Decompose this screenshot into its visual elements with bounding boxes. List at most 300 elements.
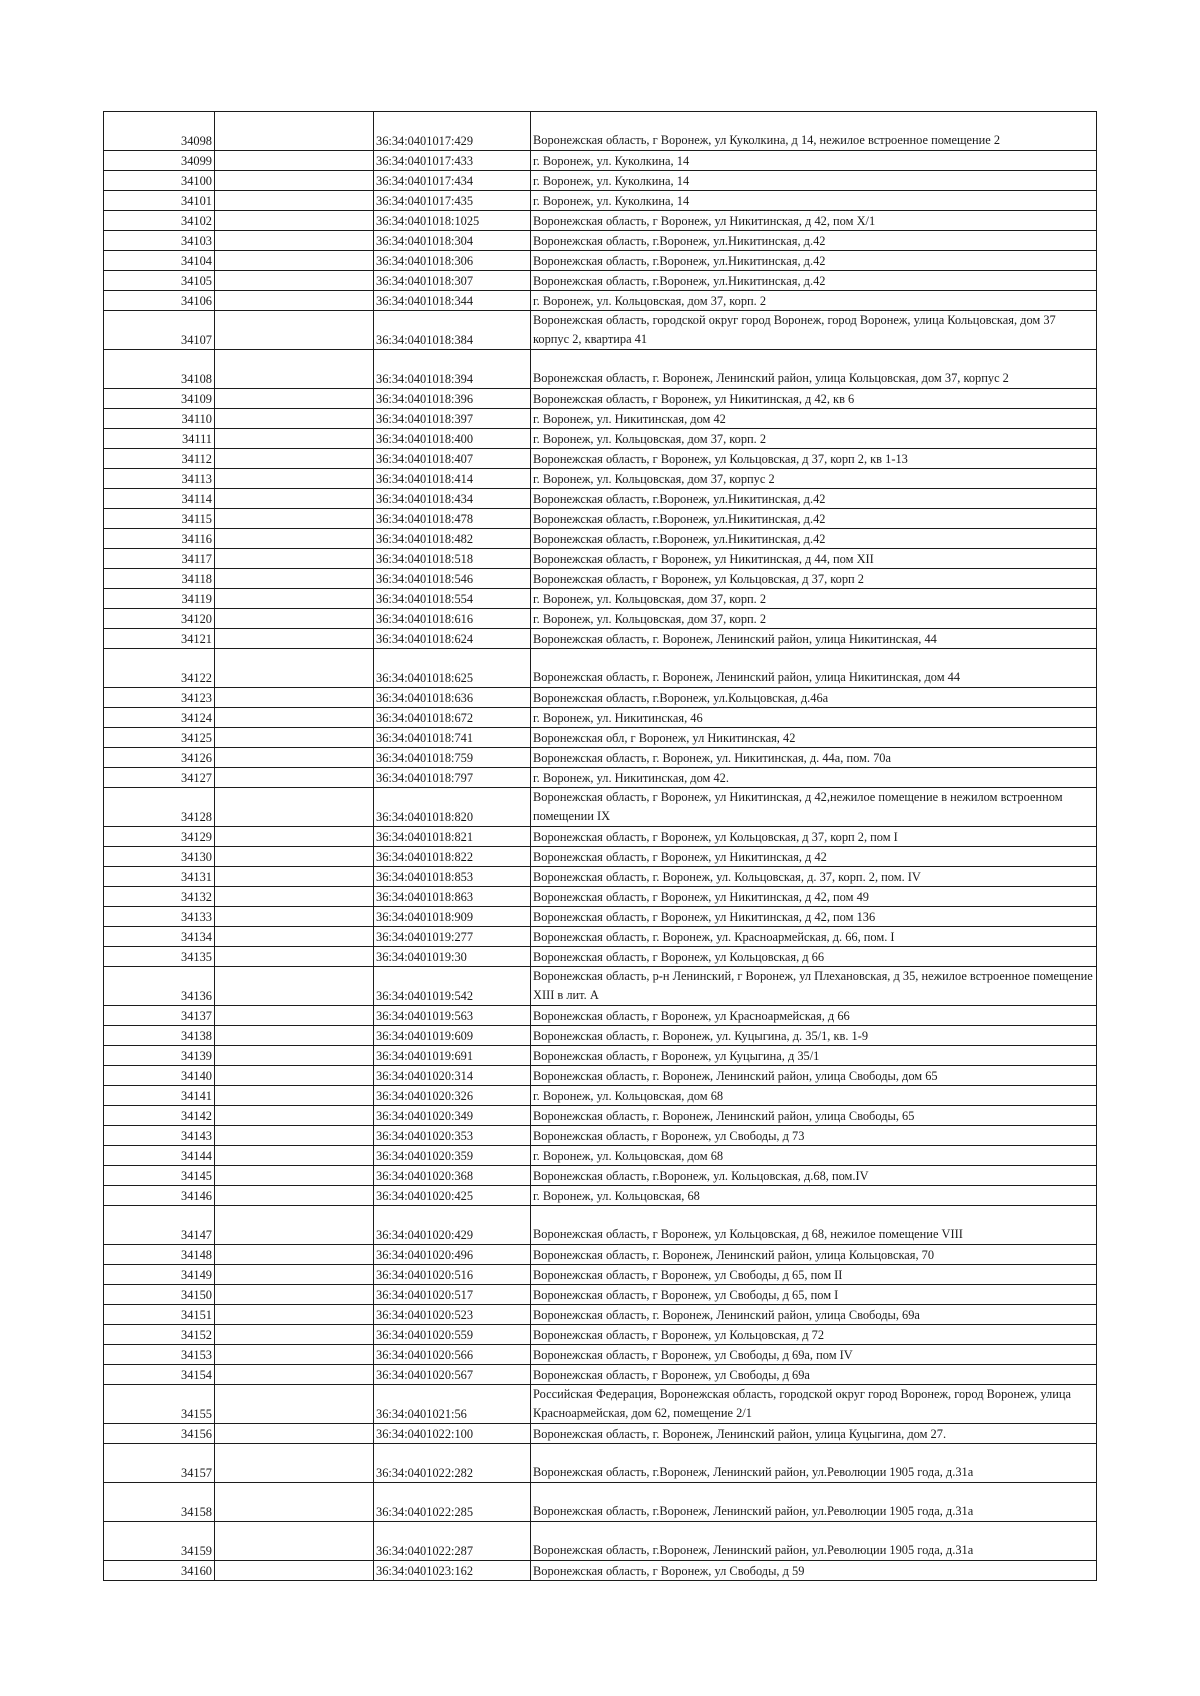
row-number-cell: 34138 <box>104 1026 215 1046</box>
table-row <box>104 1444 1097 1483</box>
address-cell: Воронежская область, г.Воронеж, Ленинский район, ул.Революции 1905 года, д.31а <box>531 1444 1097 1483</box>
registry-table-body <box>104 112 1097 1581</box>
cadastral-number-cell: 36:34:0401020:314 <box>374 1066 531 1086</box>
cadastral-number-cell: 36:34:0401017:434 <box>374 171 531 191</box>
empty-cell <box>215 529 374 549</box>
cadastral-number-cell: 36:34:0401018:306 <box>374 251 531 271</box>
cadastral-number-cell: 36:34:0401018:397 <box>374 409 531 429</box>
address-cell: Воронежская область, г. Воронеж, Ленинский район, улица Куцыгина, дом 27. <box>531 1424 1097 1444</box>
cadastral-number-cell: 36:34:0401020:567 <box>374 1365 531 1385</box>
table-row <box>104 827 1097 847</box>
address-cell: Воронежская область, г.Воронеж, ул. Кольцовская, д.68, пом.IV <box>531 1166 1097 1186</box>
row-number-cell: 34148 <box>104 1245 215 1265</box>
address-cell: г. Воронеж, ул. Никитинская, дом 42 <box>531 409 1097 429</box>
empty-cell <box>215 231 374 251</box>
empty-cell <box>215 1345 374 1365</box>
table-row <box>104 629 1097 649</box>
cadastral-number-cell: 36:34:0401021:56 <box>374 1385 531 1424</box>
cadastral-number-cell: 36:34:0401018:759 <box>374 748 531 768</box>
cadastral-number-cell: 36:34:0401017:433 <box>374 151 531 171</box>
cadastral-number-cell: 36:34:0401018:407 <box>374 449 531 469</box>
address-cell: Воронежская область, г. Воронеж, ул. Никитинская, д. 44а, пом. 70а <box>531 748 1097 768</box>
row-number-cell: 34139 <box>104 1046 215 1066</box>
empty-cell <box>215 1483 374 1522</box>
table-row <box>104 1126 1097 1146</box>
cadastral-number-cell: 36:34:0401018:518 <box>374 549 531 569</box>
table-row <box>104 1206 1097 1245</box>
address-cell: г. Воронеж, ул. Кольцовская, дом 37, корп. 2 <box>531 589 1097 609</box>
row-number-cell: 34153 <box>104 1345 215 1365</box>
empty-cell <box>215 1285 374 1305</box>
address-cell: Воронежская область, г Воронеж, ул Никитинская, д 42, пом 136 <box>531 907 1097 927</box>
empty-cell <box>215 1385 374 1424</box>
row-number-cell: 34145 <box>104 1166 215 1186</box>
address-cell: Воронежская область, г.Воронеж, ул.Кольцовская, д.46а <box>531 688 1097 708</box>
empty-cell <box>215 1265 374 1285</box>
cadastral-number-cell: 36:34:0401020:559 <box>374 1325 531 1345</box>
empty-cell <box>215 171 374 191</box>
cadastral-number-cell: 36:34:0401017:435 <box>374 191 531 211</box>
empty-cell <box>215 1026 374 1046</box>
address-cell: г. Воронеж, ул. Кольцовская, дом 68 <box>531 1086 1097 1106</box>
row-number-cell: 34127 <box>104 768 215 788</box>
address-cell: Воронежская область, г Воронеж, ул Свободы, д 65, пом I <box>531 1285 1097 1305</box>
address-cell: Воронежская область, г Воронеж, ул Никитинская, д 42, пом X/1 <box>531 211 1097 231</box>
empty-cell <box>215 748 374 768</box>
cadastral-number-cell: 36:34:0401017:429 <box>374 112 531 151</box>
cadastral-number-cell: 36:34:0401018:672 <box>374 708 531 728</box>
row-number-cell: 34159 <box>104 1522 215 1561</box>
empty-cell <box>215 112 374 151</box>
table-row <box>104 1325 1097 1345</box>
table-row <box>104 1066 1097 1086</box>
table-row <box>104 907 1097 927</box>
row-number-cell: 34119 <box>104 589 215 609</box>
empty-cell <box>215 768 374 788</box>
table-row <box>104 1026 1097 1046</box>
table-row <box>104 1146 1097 1166</box>
empty-cell <box>215 211 374 231</box>
address-cell: Воронежская область, г Воронеж, ул Никитинская, д 44, пом XII <box>531 549 1097 569</box>
cadastral-number-cell: 36:34:0401018:384 <box>374 311 531 350</box>
table-row <box>104 429 1097 449</box>
address-cell: Воронежская область, г. Воронеж, Ленинский район, улица Свободы, 65 <box>531 1106 1097 1126</box>
empty-cell <box>215 589 374 609</box>
row-number-cell: 34120 <box>104 609 215 629</box>
table-row <box>104 1086 1097 1106</box>
address-cell: Воронежская область, г Воронеж, ул Кольцовская, д 66 <box>531 947 1097 967</box>
table-row <box>104 569 1097 589</box>
address-cell: Воронежская область, р-н Ленинский, г Воронеж, ул Плехановская, д 35, нежилое встроенное помещение XIII в лит. А <box>531 967 1097 1006</box>
cadastral-number-cell: 36:34:0401018:434 <box>374 489 531 509</box>
table-row <box>104 291 1097 311</box>
row-number-cell: 34147 <box>104 1206 215 1245</box>
row-number-cell: 34155 <box>104 1385 215 1424</box>
table-row <box>104 489 1097 509</box>
row-number-cell: 34144 <box>104 1146 215 1166</box>
cadastral-number-cell: 36:34:0401020:368 <box>374 1166 531 1186</box>
cadastral-number-cell: 36:34:0401020:517 <box>374 1285 531 1305</box>
address-cell: Воронежская область, г.Воронеж, Ленинский район, ул.Революции 1905 года, д.31а <box>531 1522 1097 1561</box>
cadastral-number-cell: 36:34:0401020:425 <box>374 1186 531 1206</box>
row-number-cell: 34135 <box>104 947 215 967</box>
address-cell: Воронежская область, г.Воронеж, Ленинский район, ул.Революции 1905 года, д.31а <box>531 1483 1097 1522</box>
empty-cell <box>215 887 374 907</box>
address-cell: Воронежская область, г. Воронеж, Ленинский район, улица Кольцовская, 70 <box>531 1245 1097 1265</box>
table-row <box>104 1385 1097 1424</box>
empty-cell <box>215 1245 374 1265</box>
cadastral-number-cell: 36:34:0401018:307 <box>374 271 531 291</box>
empty-cell <box>215 847 374 867</box>
address-cell: г. Воронеж, ул. Кольцовская, дом 37, корп. 2 <box>531 429 1097 449</box>
row-number-cell: 34123 <box>104 688 215 708</box>
address-cell: Воронежская область, г Воронеж, ул Кольцовская, д 37, корп 2, кв 1-13 <box>531 449 1097 469</box>
row-number-cell: 34101 <box>104 191 215 211</box>
row-number-cell: 34130 <box>104 847 215 867</box>
empty-cell <box>215 788 374 827</box>
row-number-cell: 34131 <box>104 867 215 887</box>
row-number-cell: 34154 <box>104 1365 215 1385</box>
row-number-cell: 34149 <box>104 1265 215 1285</box>
table-row <box>104 191 1097 211</box>
cadastral-number-cell: 36:34:0401020:359 <box>374 1146 531 1166</box>
empty-cell <box>215 1561 374 1581</box>
cadastral-number-cell: 36:34:0401018:304 <box>374 231 531 251</box>
row-number-cell: 34124 <box>104 708 215 728</box>
table-row <box>104 847 1097 867</box>
empty-cell <box>215 251 374 271</box>
cadastral-number-cell: 36:34:0401020:429 <box>374 1206 531 1245</box>
empty-cell <box>215 1522 374 1561</box>
empty-cell <box>215 291 374 311</box>
address-cell: Воронежская область, г Воронеж, ул Свободы, д 73 <box>531 1126 1097 1146</box>
table-row <box>104 549 1097 569</box>
row-number-cell: 34121 <box>104 629 215 649</box>
table-row <box>104 1265 1097 1285</box>
address-cell: Воронежская область, г.Воронеж, ул.Никитинская, д.42 <box>531 489 1097 509</box>
address-cell: Воронежская область, г.Воронеж, ул.Никитинская, д.42 <box>531 529 1097 549</box>
empty-cell <box>215 409 374 429</box>
table-row <box>104 867 1097 887</box>
address-cell: г. Воронеж, ул. Кольцовская, дом 37, корп. 2 <box>531 291 1097 311</box>
cadastral-number-cell: 36:34:0401022:100 <box>374 1424 531 1444</box>
address-cell: Воронежская область, г. Воронеж, Ленинский район, улица Свободы, 69а <box>531 1305 1097 1325</box>
empty-cell <box>215 271 374 291</box>
empty-cell <box>215 151 374 171</box>
row-number-cell: 34114 <box>104 489 215 509</box>
empty-cell <box>215 1046 374 1066</box>
table-row <box>104 1106 1097 1126</box>
table-row <box>104 251 1097 271</box>
row-number-cell: 34107 <box>104 311 215 350</box>
address-cell: Воронежская область, г Воронеж, ул Свободы, д 59 <box>531 1561 1097 1581</box>
cadastral-number-cell: 36:34:0401020:523 <box>374 1305 531 1325</box>
cadastral-number-cell: 36:34:0401018:414 <box>374 469 531 489</box>
empty-cell <box>215 1066 374 1086</box>
table-row <box>104 688 1097 708</box>
table-row <box>104 649 1097 688</box>
cadastral-number-cell: 36:34:0401019:277 <box>374 927 531 947</box>
row-number-cell: 34143 <box>104 1126 215 1146</box>
empty-cell <box>215 569 374 589</box>
table-row <box>104 589 1097 609</box>
address-cell: Воронежская область, г. Воронеж, Ленинский район, улица Кольцовская, дом 37, корпус 2 <box>531 350 1097 389</box>
empty-cell <box>215 629 374 649</box>
empty-cell <box>215 688 374 708</box>
table-row <box>104 211 1097 231</box>
table-row <box>104 311 1097 350</box>
empty-cell <box>215 1186 374 1206</box>
cadastral-number-cell: 36:34:0401020:496 <box>374 1245 531 1265</box>
address-cell: г. Воронеж, ул. Никитинская, дом 42. <box>531 768 1097 788</box>
cadastral-number-cell: 36:34:0401022:282 <box>374 1444 531 1483</box>
row-number-cell: 34141 <box>104 1086 215 1106</box>
cadastral-number-cell: 36:34:0401019:563 <box>374 1006 531 1026</box>
table-row <box>104 112 1097 151</box>
table-row <box>104 389 1097 409</box>
address-cell: Воронежская обл, г Воронеж, ул Никитинская, 42 <box>531 728 1097 748</box>
address-cell: Воронежская область, г Воронеж, ул Куколкина, д 14, нежилое встроенное помещение 2 <box>531 112 1097 151</box>
address-cell: Воронежская область, г Воронеж, ул Красноармейская, д 66 <box>531 1006 1097 1026</box>
table-row <box>104 708 1097 728</box>
table-row <box>104 1561 1097 1581</box>
address-cell: Воронежская область, городской округ город Воронеж, город Воронеж, улица Кольцовская, дом 37 корпус 2, квартира 41 <box>531 311 1097 350</box>
table-row <box>104 1006 1097 1026</box>
table-row <box>104 1245 1097 1265</box>
cadastral-number-cell: 36:34:0401018:624 <box>374 629 531 649</box>
cadastral-number-cell: 36:34:0401020:516 <box>374 1265 531 1285</box>
row-number-cell: 34098 <box>104 112 215 151</box>
row-number-cell: 34115 <box>104 509 215 529</box>
cadastral-number-cell: 36:34:0401018:546 <box>374 569 531 589</box>
row-number-cell: 34142 <box>104 1106 215 1126</box>
row-number-cell: 34112 <box>104 449 215 469</box>
empty-cell <box>215 1006 374 1026</box>
row-number-cell: 34103 <box>104 231 215 251</box>
cadastral-number-cell: 36:34:0401018:821 <box>374 827 531 847</box>
table-row <box>104 529 1097 549</box>
row-number-cell: 34160 <box>104 1561 215 1581</box>
cadastral-number-cell: 36:34:0401018:822 <box>374 847 531 867</box>
address-cell: Воронежская область, г.Воронеж, ул.Никитинская, д.42 <box>531 231 1097 251</box>
row-number-cell: 34108 <box>104 350 215 389</box>
row-number-cell: 34125 <box>104 728 215 748</box>
cadastral-number-cell: 36:34:0401020:349 <box>374 1106 531 1126</box>
address-cell: Воронежская область, г Воронеж, ул Никитинская, д 42 <box>531 847 1097 867</box>
cadastral-number-cell: 36:34:0401022:285 <box>374 1483 531 1522</box>
empty-cell <box>215 191 374 211</box>
cadastral-number-cell: 36:34:0401018:344 <box>374 291 531 311</box>
cadastral-number-cell: 36:34:0401019:691 <box>374 1046 531 1066</box>
cadastral-number-cell: 36:34:0401019:542 <box>374 967 531 1006</box>
address-cell: Воронежская область, г. Воронеж, ул. Красноармейская, д. 66, пом. I <box>531 927 1097 947</box>
row-number-cell: 34136 <box>104 967 215 1006</box>
cadastral-number-cell: 36:34:0401018:482 <box>374 529 531 549</box>
registry-table <box>103 111 1097 1581</box>
row-number-cell: 34104 <box>104 251 215 271</box>
empty-cell <box>215 311 374 350</box>
cadastral-number-cell: 36:34:0401018:741 <box>374 728 531 748</box>
row-number-cell: 34152 <box>104 1325 215 1345</box>
empty-cell <box>215 1325 374 1345</box>
cadastral-number-cell: 36:34:0401018:1025 <box>374 211 531 231</box>
table-row <box>104 271 1097 291</box>
cadastral-number-cell: 36:34:0401018:636 <box>374 688 531 708</box>
table-row <box>104 449 1097 469</box>
address-cell: г. Воронеж, ул. Куколкина, 14 <box>531 191 1097 211</box>
empty-cell <box>215 1106 374 1126</box>
cadastral-number-cell: 36:34:0401018:554 <box>374 589 531 609</box>
table-row <box>104 1522 1097 1561</box>
empty-cell <box>215 429 374 449</box>
row-number-cell: 34105 <box>104 271 215 291</box>
row-number-cell: 34110 <box>104 409 215 429</box>
cadastral-number-cell: 36:34:0401019:609 <box>374 1026 531 1046</box>
empty-cell <box>215 609 374 629</box>
table-row <box>104 1424 1097 1444</box>
table-row <box>104 728 1097 748</box>
empty-cell <box>215 1305 374 1325</box>
row-number-cell: 34113 <box>104 469 215 489</box>
address-cell: Воронежская область, г Воронеж, ул Кольцовская, д 37, корп 2, пом I <box>531 827 1097 847</box>
row-number-cell: 34106 <box>104 291 215 311</box>
row-number-cell: 34117 <box>104 549 215 569</box>
cadastral-number-cell: 36:34:0401018:820 <box>374 788 531 827</box>
empty-cell <box>215 867 374 887</box>
cadastral-number-cell: 36:34:0401018:396 <box>374 389 531 409</box>
address-cell: г. Воронеж, ул. Кольцовская, дом 37, корп. 2 <box>531 609 1097 629</box>
empty-cell <box>215 907 374 927</box>
empty-cell <box>215 728 374 748</box>
cadastral-number-cell: 36:34:0401018:853 <box>374 867 531 887</box>
cadastral-number-cell: 36:34:0401020:353 <box>374 1126 531 1146</box>
cadastral-number-cell: 36:34:0401023:162 <box>374 1561 531 1581</box>
table-row <box>104 788 1097 827</box>
cadastral-number-cell: 36:34:0401018:394 <box>374 350 531 389</box>
row-number-cell: 34146 <box>104 1186 215 1206</box>
row-number-cell: 34157 <box>104 1444 215 1483</box>
row-number-cell: 34151 <box>104 1305 215 1325</box>
empty-cell <box>215 708 374 728</box>
address-cell: Воронежская область, г.Воронеж, ул.Никитинская, д.42 <box>531 509 1097 529</box>
empty-cell <box>215 389 374 409</box>
empty-cell <box>215 1166 374 1186</box>
row-number-cell: 34111 <box>104 429 215 449</box>
address-cell: Воронежская область, г.Воронеж, ул.Никитинская, д.42 <box>531 251 1097 271</box>
empty-cell <box>215 1424 374 1444</box>
empty-cell <box>215 449 374 469</box>
empty-cell <box>215 649 374 688</box>
row-number-cell: 34129 <box>104 827 215 847</box>
row-number-cell: 34100 <box>104 171 215 191</box>
address-cell: Воронежская область, г Воронеж, ул Никитинская, д 42, кв 6 <box>531 389 1097 409</box>
row-number-cell: 34137 <box>104 1006 215 1026</box>
row-number-cell: 34128 <box>104 788 215 827</box>
row-number-cell: 34158 <box>104 1483 215 1522</box>
table-row <box>104 967 1097 1006</box>
cadastral-number-cell: 36:34:0401019:30 <box>374 947 531 967</box>
table-row <box>104 609 1097 629</box>
table-row <box>104 409 1097 429</box>
cadastral-number-cell: 36:34:0401018:400 <box>374 429 531 449</box>
address-cell: Воронежская область, г Воронеж, ул Куцыгина, д 35/1 <box>531 1046 1097 1066</box>
row-number-cell: 34140 <box>104 1066 215 1086</box>
cadastral-number-cell: 36:34:0401018:616 <box>374 609 531 629</box>
cadastral-number-cell: 36:34:0401020:566 <box>374 1345 531 1365</box>
address-cell: Воронежская область, г Воронеж, ул Свободы, д 69а, пом IV <box>531 1345 1097 1365</box>
empty-cell <box>215 350 374 389</box>
empty-cell <box>215 927 374 947</box>
address-cell: г. Воронеж, ул. Кольцовская, дом 68 <box>531 1146 1097 1166</box>
row-number-cell: 34156 <box>104 1424 215 1444</box>
row-number-cell: 34126 <box>104 748 215 768</box>
row-number-cell: 34102 <box>104 211 215 231</box>
table-row <box>104 1483 1097 1522</box>
address-cell: Воронежская область, г Воронеж, ул Кольцовская, д 37, корп 2 <box>531 569 1097 589</box>
cadastral-number-cell: 36:34:0401018:863 <box>374 887 531 907</box>
address-cell: Воронежская область, г Воронеж, ул Свободы, д 65, пом II <box>531 1265 1097 1285</box>
table-row <box>104 1166 1097 1186</box>
table-row <box>104 947 1097 967</box>
table-row <box>104 350 1097 389</box>
empty-cell <box>215 1146 374 1166</box>
row-number-cell: 34116 <box>104 529 215 549</box>
row-number-cell: 34109 <box>104 389 215 409</box>
address-cell: Воронежская область, г. Воронеж, ул. Куцыгина, д. 35/1, кв. 1-9 <box>531 1026 1097 1046</box>
empty-cell <box>215 1365 374 1385</box>
row-number-cell: 34133 <box>104 907 215 927</box>
row-number-cell: 34150 <box>104 1285 215 1305</box>
address-cell: Российская Федерация, Воронежская область, городской округ город Воронеж, город Воронеж, улица Красноармейская, дом 62, помещение 2/1 <box>531 1385 1097 1424</box>
address-cell: г. Воронеж, ул. Кольцовская, 68 <box>531 1186 1097 1206</box>
table-row <box>104 1305 1097 1325</box>
cadastral-number-cell: 36:34:0401018:625 <box>374 649 531 688</box>
row-number-cell: 34099 <box>104 151 215 171</box>
cadastral-number-cell: 36:34:0401018:797 <box>374 768 531 788</box>
empty-cell <box>215 1444 374 1483</box>
empty-cell <box>215 967 374 1006</box>
table-row <box>104 927 1097 947</box>
empty-cell <box>215 549 374 569</box>
table-row <box>104 509 1097 529</box>
address-cell: Воронежская область, г. Воронеж, Ленинский район, улица Свободы, дом 65 <box>531 1066 1097 1086</box>
table-row <box>104 1365 1097 1385</box>
address-cell: Воронежская область, г Воронеж, ул Кольцовская, д 68, нежилое помещение VIII <box>531 1206 1097 1245</box>
table-row <box>104 748 1097 768</box>
empty-cell <box>215 1086 374 1106</box>
table-row <box>104 151 1097 171</box>
empty-cell <box>215 947 374 967</box>
cadastral-number-cell: 36:34:0401018:909 <box>374 907 531 927</box>
address-cell: Воронежская область, г Воронеж, ул Никитинская, д 42, пом 49 <box>531 887 1097 907</box>
empty-cell <box>215 827 374 847</box>
address-cell: г. Воронеж, ул. Никитинская, 46 <box>531 708 1097 728</box>
row-number-cell: 34122 <box>104 649 215 688</box>
table-row <box>104 768 1097 788</box>
address-cell: Воронежская область, г. Воронеж, Ленинский район, улица Никитинская, 44 <box>531 629 1097 649</box>
address-cell: Воронежская область, г Воронеж, ул Кольцовская, д 72 <box>531 1325 1097 1345</box>
table-row <box>104 887 1097 907</box>
table-row <box>104 1345 1097 1365</box>
table-row <box>104 171 1097 191</box>
table-row <box>104 1186 1097 1206</box>
table-row <box>104 469 1097 489</box>
empty-cell <box>215 1126 374 1146</box>
address-cell: Воронежская область, г. Воронеж, Ленинский район, улица Никитинская, дом 44 <box>531 649 1097 688</box>
empty-cell <box>215 1206 374 1245</box>
empty-cell <box>215 469 374 489</box>
empty-cell <box>215 489 374 509</box>
